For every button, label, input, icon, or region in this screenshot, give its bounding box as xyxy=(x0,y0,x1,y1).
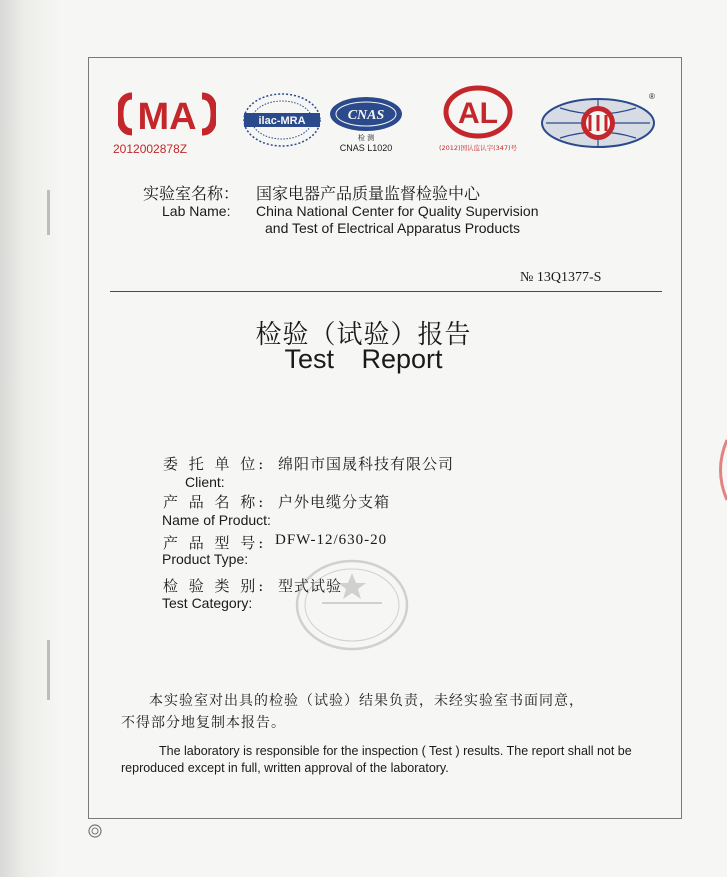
field-client-cn-label: 委 托 单 位: xyxy=(163,455,267,473)
ilac-mra-logo-icon xyxy=(240,90,324,150)
cnas-logo-text: CNAS xyxy=(347,108,385,123)
divider xyxy=(110,291,662,292)
lab-name-cn: 国家电器产品质量监督检验中心 xyxy=(256,186,481,203)
field-product-type-en-label: Product Type: xyxy=(162,551,249,567)
page-shadow xyxy=(0,0,60,877)
spine-mark xyxy=(47,190,50,235)
ilac-logo-text: ilac-MRA xyxy=(258,115,306,127)
disclaimer-cn-line1: 本实验室对出具的检验（试验）结果负责，未经实验室书面同意， xyxy=(149,693,584,709)
al-logo-icon xyxy=(426,82,536,154)
official-stamp-icon xyxy=(292,555,412,655)
lab-name-en-label: Lab Name: xyxy=(162,203,231,219)
field-test-category-cn-label: 检 验 类 别: xyxy=(163,577,267,595)
disclaimer-cn-line2: 不得部分地复制本报告。 xyxy=(121,715,286,731)
cnas-sub-text: 检 测 xyxy=(357,134,375,142)
lab-name-cn-label: 实验室名称： xyxy=(143,186,240,203)
cma-logo-text: MA xyxy=(137,96,197,138)
field-client-value: 绵阳市国晟科技有限公司 xyxy=(278,455,455,473)
al-logo-text: AL xyxy=(458,97,498,130)
edge-seal-icon xyxy=(712,435,727,505)
globe-certification-logo-icon xyxy=(540,90,662,150)
cma-code: 2012002878Z xyxy=(113,142,188,156)
disclaimer-en: The laboratory is responsible for the inspection ( Test ) results. The report shall not be reproduced except in full, written approval of the laboratory. xyxy=(121,744,632,775)
cnas-logo-icon xyxy=(326,92,406,154)
field-test-category-en-label: Test Category: xyxy=(162,595,253,611)
al-code: (2012)国认监认字(347)号 xyxy=(438,144,518,152)
spine-mark xyxy=(47,640,50,700)
report-title-cn: 检验（试验）报告 xyxy=(255,320,472,350)
lab-name-en-line1: China National Center for Quality Supervision xyxy=(256,203,539,219)
field-product-name-value: 户外电缆分支箱 xyxy=(278,493,391,511)
cma-logo-icon xyxy=(118,90,216,138)
disclaimer-cn xyxy=(121,690,661,734)
field-product-type-value: DFW-12/630-20 xyxy=(275,532,388,548)
field-product-type-cn-label: 产 品 型 号: xyxy=(163,534,267,552)
report-number: № 13Q1377-S xyxy=(520,270,602,285)
field-test-category-value: 型式试验 xyxy=(278,577,343,595)
field-product-name-cn-label: 产 品 名 称: xyxy=(163,493,267,511)
corner-registration-icon xyxy=(88,824,102,838)
registered-mark: ® xyxy=(649,92,655,101)
field-client-en-label: Client: xyxy=(185,474,225,490)
lab-name-en-line2: and Test of Electrical Apparatus Products xyxy=(265,220,520,236)
field-product-name-en-label: Name of Product: xyxy=(162,512,271,528)
cnas-code: CNAS L1020 xyxy=(339,143,393,153)
report-title-en: Test Report xyxy=(284,344,443,374)
